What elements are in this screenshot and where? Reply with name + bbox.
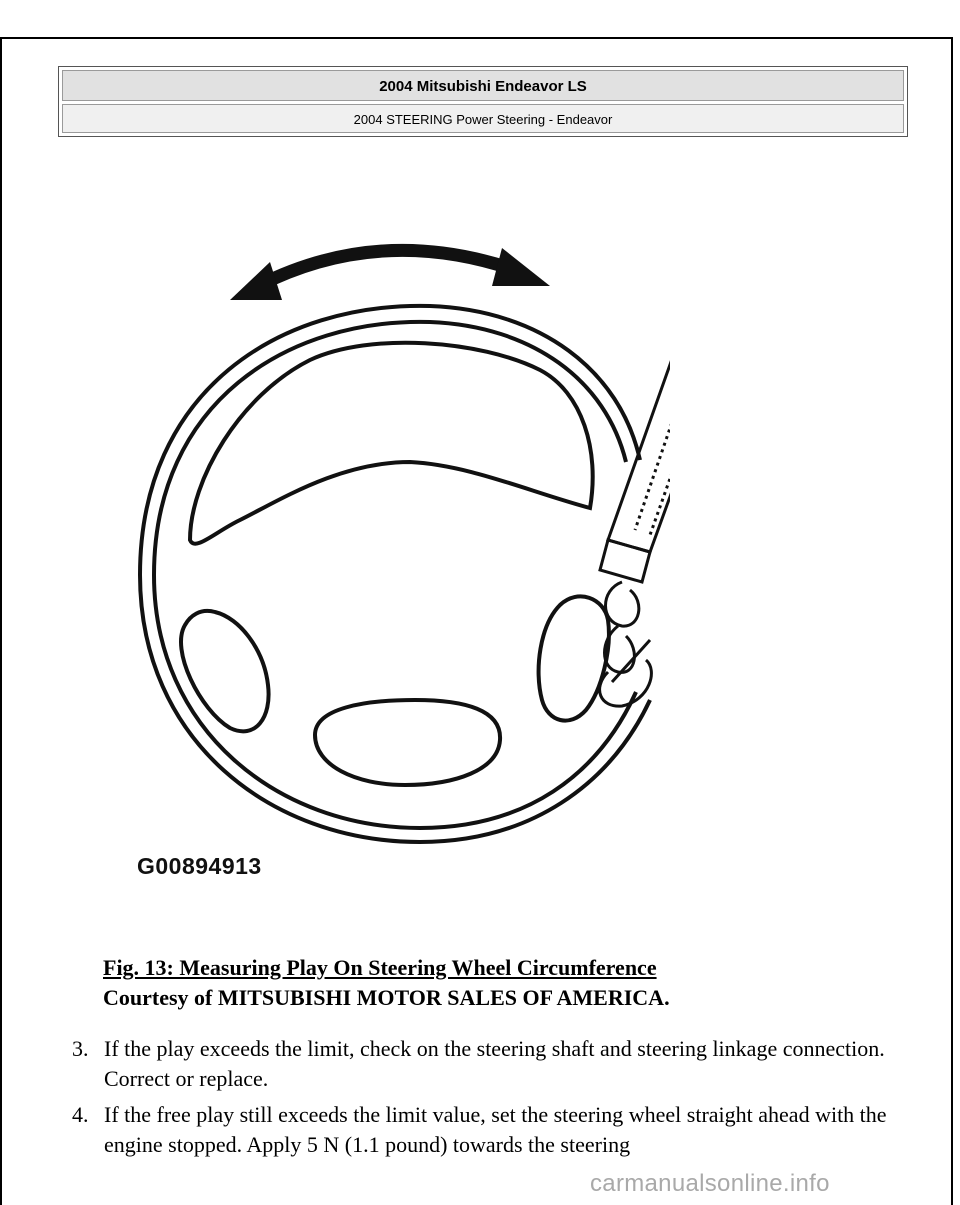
step-number: 4.: [72, 1102, 89, 1127]
steering-wheel-illustration: [130, 230, 670, 890]
figure-code: G00894913: [137, 853, 262, 879]
list-item: [72, 1034, 892, 1094]
rotation-arrow-icon: [230, 248, 550, 300]
document-title: 2004 Mitsubishi Endeavor LS: [62, 70, 904, 101]
step-text: If the free play still exceeds the limit value, set the steering wheel straight ahead with the engine stopped. Apply 5 N (1.1 pound) towards the steering: [104, 1102, 887, 1157]
figure-caption: [103, 953, 670, 1013]
figure-title: Fig. 13: Measuring Play On Steering Wheel Circumference: [103, 955, 657, 980]
document-header: [58, 66, 908, 137]
procedure-steps: [72, 1034, 892, 1166]
step-number: 3.: [72, 1036, 89, 1061]
list-item: [72, 1100, 892, 1160]
watermark: carmanualsonline.info: [590, 1170, 830, 1197]
figure-courtesy: Courtesy of MITSUBISHI MOTOR SALES OF AMERICA.: [103, 985, 670, 1010]
step-text: If the play exceeds the limit, check on the steering shaft and steering linkage connection. Correct or replace.: [104, 1036, 885, 1091]
steering-figure: [130, 230, 670, 890]
steering-wheel-icon: [140, 306, 650, 842]
spring-scale-icon: [600, 236, 670, 706]
document-subtitle: 2004 STEERING Power Steering - Endeavor: [62, 104, 904, 133]
